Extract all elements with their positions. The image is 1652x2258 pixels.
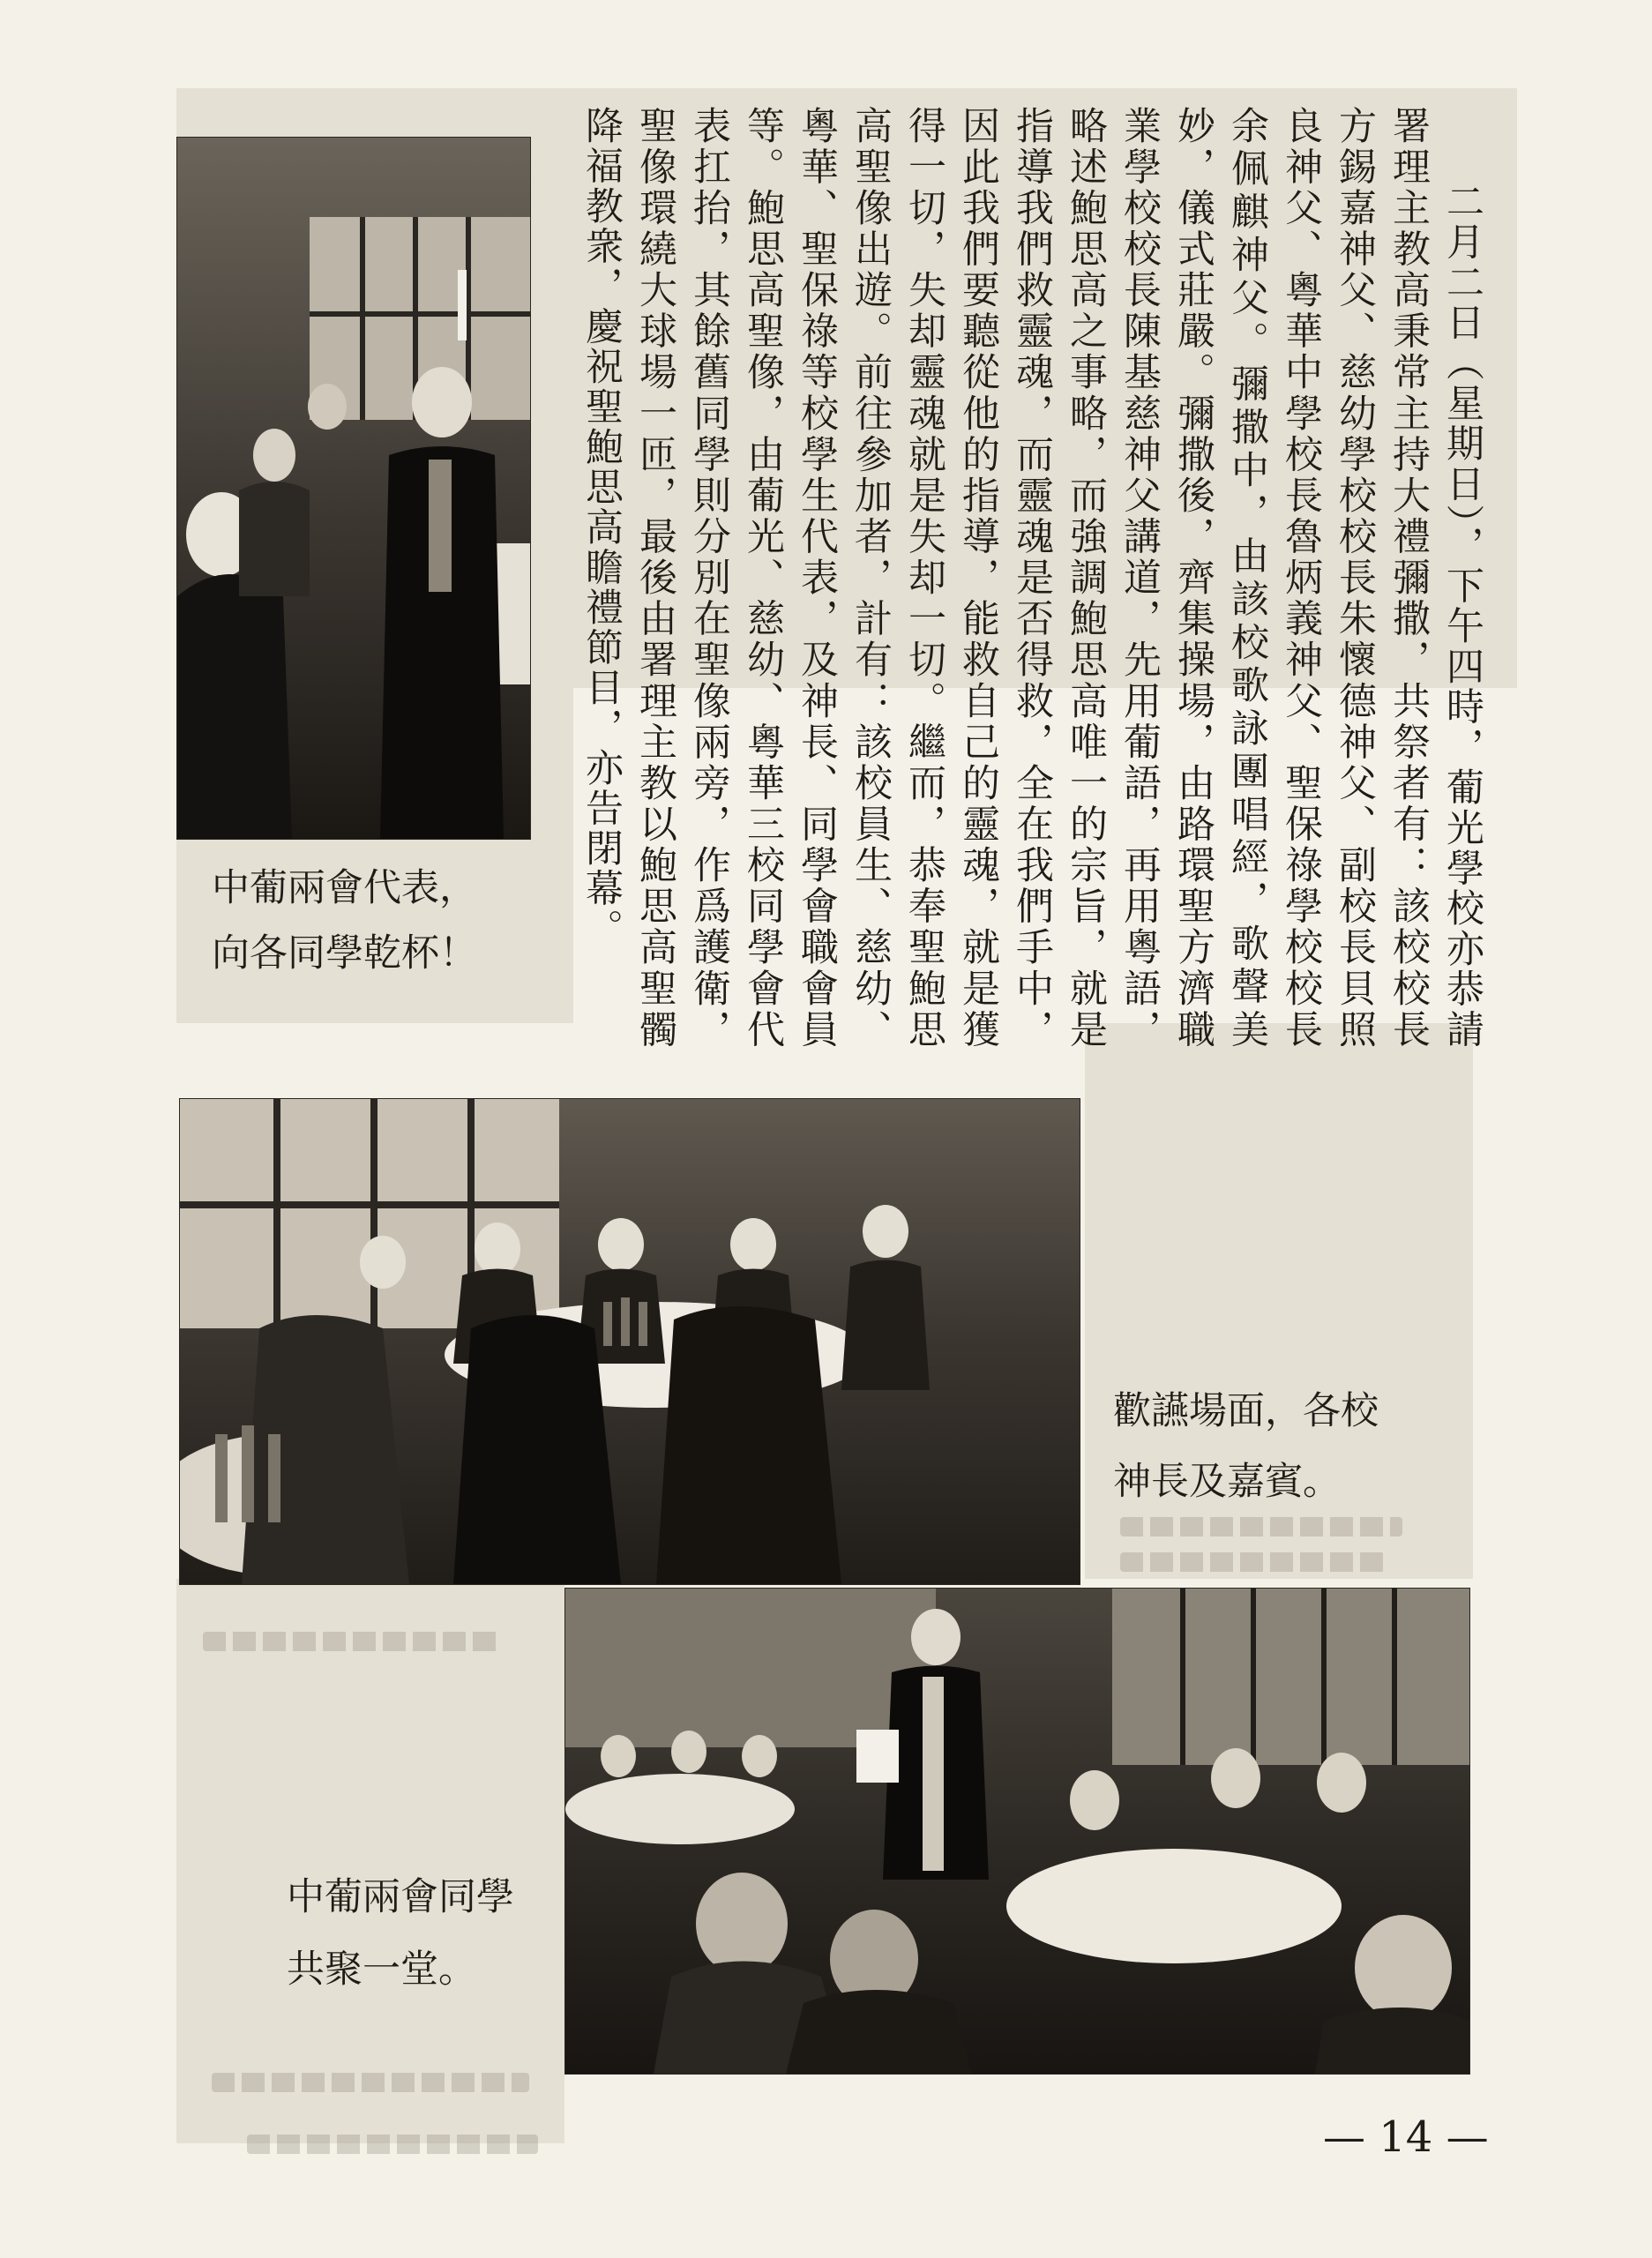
- bleed-through-text: [212, 2073, 529, 2092]
- caption-toast-line-2: 向各同學乾杯！: [212, 931, 477, 976]
- bleed-through-text: [203, 1632, 503, 1651]
- article-paragraph: 二月二日（星期日），下午四時，葡光學校亦恭請署理主教高秉常主持大禮彌撒，共祭者有：該校校長方錫嘉神父、慈幼學校校長朱懷德神父、副校長貝照良神父、粵華中學校長魯炳義神父、聖保祿學校校長余佩麒神父。彌撒中，由該校歌詠團唱經，歌聲美妙，儀式莊嚴。彌撒後，齊集操場，由路環聖方濟職業學校校長陳基慈神父講道，先用葡語，再用粵語，略述鮑思高之事略，而強調鮑思高唯一的宗旨，就是指導我們救靈魂，而靈魂是否得救，全在我們手中，因此我們要聽從他的指導，能救自己的靈魂，就是獲得一切，失却靈魂就是失却一切。繼而，恭奉聖鮑思高聖像出遊。前往參加者，計有：該校員生、慈幼、粵華、聖保祿等校學生代表，及神長、同學會職會員等。鮑思高聖像，由葡光、慈幼、粵華三校同學會代表扛抬，其餘舊同學則分別在聖像兩旁，作爲護衛，聖像環繞大球場一匝，最後由署理主教以鮑思高聖髑降福教衆，慶祝聖鮑思高瞻禮節目，亦告閉幕。: [579, 106, 1484, 1050]
- caption-toast: [212, 856, 477, 986]
- bleed-through-text: [1120, 1517, 1402, 1536]
- caption-gathering: [287, 1861, 514, 2006]
- photo-gathering: [564, 1588, 1470, 2075]
- photo-banquet: [179, 1098, 1080, 1585]
- article-body: [579, 106, 1489, 1050]
- caption-banquet: [1113, 1376, 1379, 1517]
- photo-toast: [176, 137, 531, 840]
- caption-banquet-line-1: 歡讌場面，各校: [1113, 1389, 1379, 1433]
- caption-gathering-line-1: 中葡兩會同學: [287, 1875, 514, 1919]
- bleed-through-text: [1120, 1552, 1385, 1572]
- caption-gathering-line-2: 共聚一堂。: [287, 1948, 476, 1992]
- caption-toast-line-1: 中葡兩會代表，: [212, 866, 477, 910]
- page-number: — 14 —: [1323, 2112, 1489, 2162]
- caption-banquet-line-2: 神長及嘉賓。: [1113, 1460, 1341, 1504]
- bleed-through-text: [247, 2135, 538, 2154]
